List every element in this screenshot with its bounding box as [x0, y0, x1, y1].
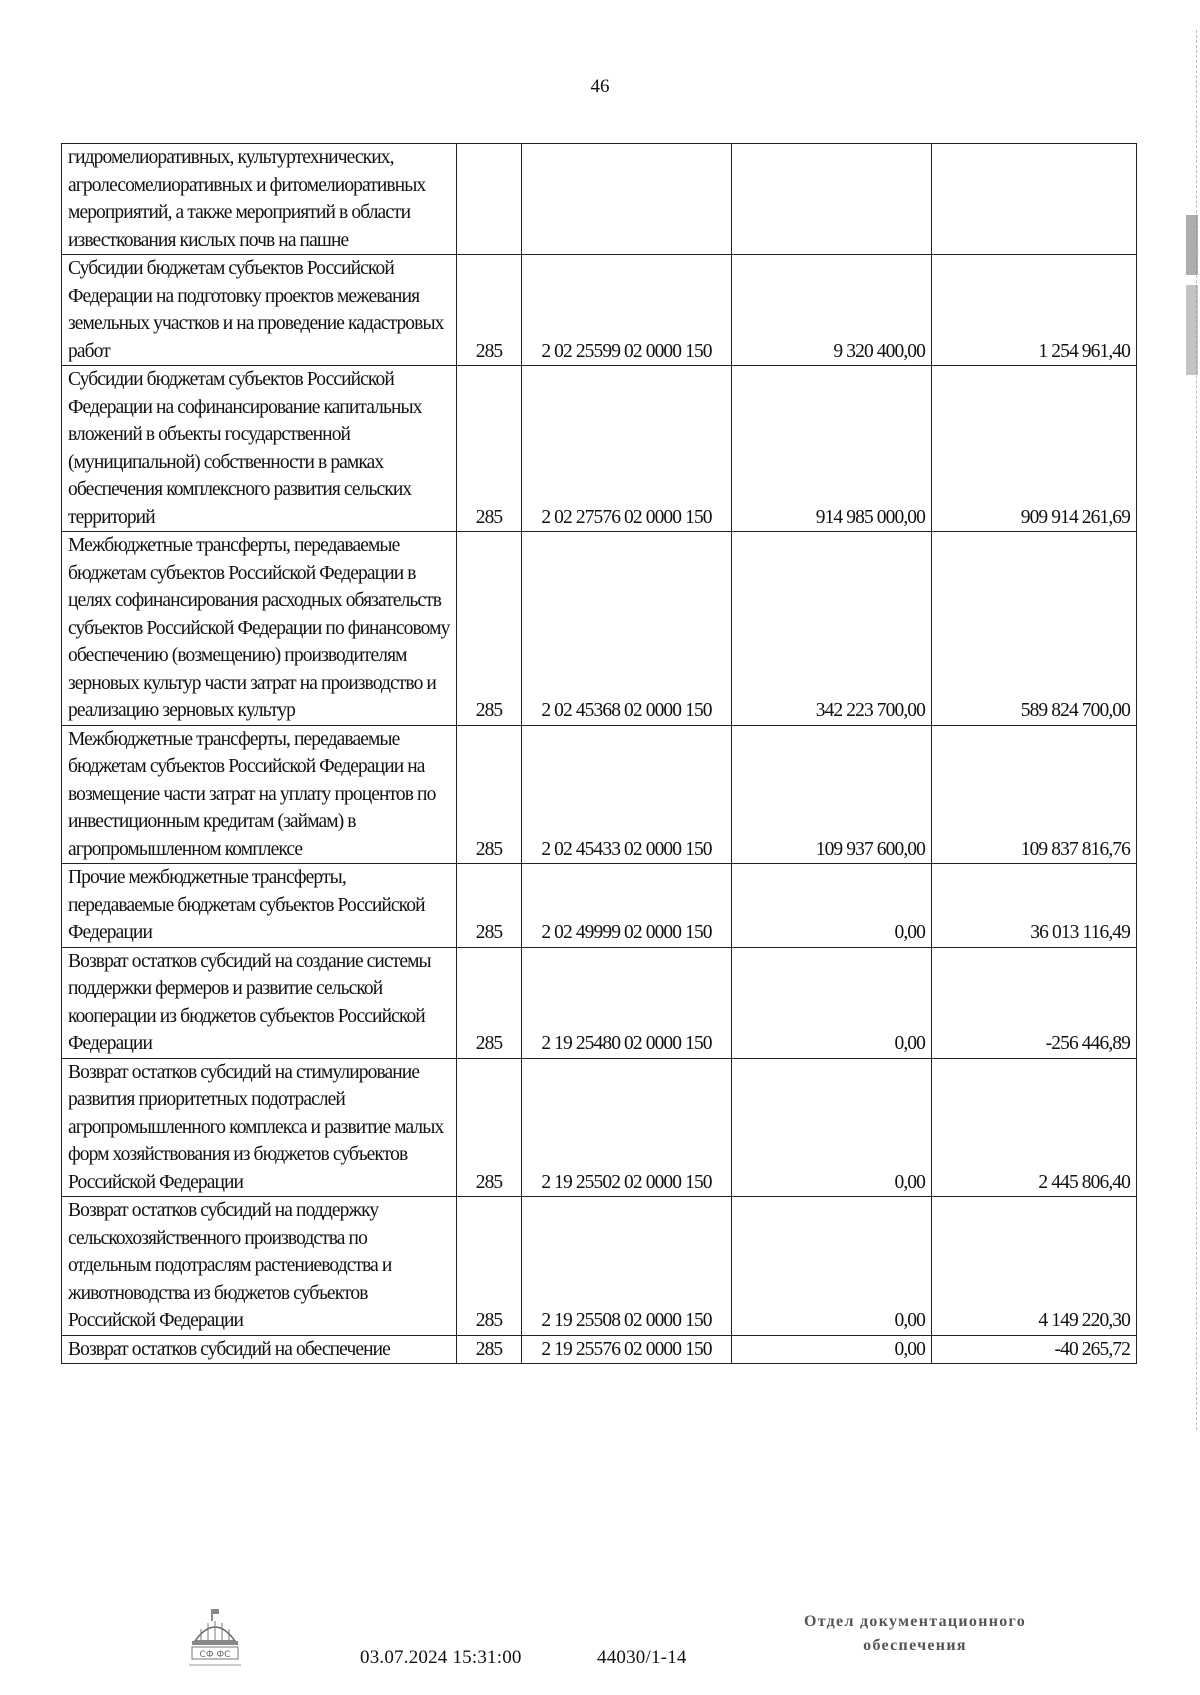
row-description: Возврат остатков субсидий на создание системы поддержки фермеров и развитие сельской кооперации из бюджетов субъектов Российской Федерации — [62, 947, 457, 1058]
row-description: Межбюджетные трансферты, передаваемые бюджетам субъектов Российской Федерации в целях софинансирования расходных обязательств субъектов Российской Федерации по финансовому обеспечению (возмещению) производителям зерновых культур части затрат на производство и реализацию зерновых культур — [62, 532, 457, 726]
admin-code-cell: 285 — [457, 947, 522, 1058]
table-row — [62, 366, 1137, 532]
logo-text: СФ ФС — [199, 1650, 231, 1660]
scan-mark-artifact — [1186, 285, 1198, 375]
budget-classification-code: 2 19 25576 02 0000 150 — [522, 1335, 732, 1364]
planned-amount: 0,00 — [732, 864, 932, 948]
stamp-line-1: Отдел документационного — [803, 1613, 1027, 1630]
table-row — [62, 532, 1137, 726]
planned-amount: 109 937 600,00 — [732, 725, 932, 864]
actual-amount: 4 149 220,30 — [932, 1197, 1137, 1336]
table-row — [62, 1197, 1137, 1336]
scan-mark-artifact — [1186, 215, 1198, 275]
actual-amount: 109 837 816,76 — [932, 725, 1137, 864]
budget-classification-code: 2 02 45433 02 0000 150 — [522, 725, 732, 864]
table-row — [62, 1058, 1137, 1197]
budget-classification-code: 2 02 27576 02 0000 150 — [522, 366, 732, 532]
department-stamp — [770, 1610, 1060, 1658]
row-description: Возврат остатков субсидий на стимулирование развития приоритетных подотраслей агропромышленного комплекса и развитие малых форм хозяйствования из бюджетов субъектов Российской Федерации — [62, 1058, 457, 1197]
table-row — [62, 864, 1137, 948]
planned-amount: 914 985 000,00 — [732, 366, 932, 532]
actual-amount: -256 446,89 — [932, 947, 1137, 1058]
document-timestamp: 03.07.2024 15:31:00 — [360, 1647, 522, 1668]
admin-code-cell: 285 — [457, 1335, 522, 1364]
page-number: 46 — [590, 76, 610, 97]
actual-amount: -40 265,72 — [932, 1335, 1137, 1364]
admin-code-cell: 285 — [457, 864, 522, 948]
budget-classification-code: 2 19 25502 02 0000 150 — [522, 1058, 732, 1197]
stamp-line-2: обеспечения — [863, 1637, 967, 1654]
planned-amount: 0,00 — [732, 1335, 932, 1364]
admin-code-cell — [457, 144, 522, 255]
actual-amount — [932, 144, 1137, 255]
row-description: Межбюджетные трансферты, передаваемые бюджетам субъектов Российской Федерации на возмещение части затрат на уплату процентов по инвестиционным кредитам (займам) в агропромышленном комплексе — [62, 725, 457, 864]
row-description: Прочие межбюджетные трансферты, передаваемые бюджетам субъектов Российской Федерации — [62, 864, 457, 948]
actual-amount: 2 445 806,40 — [932, 1058, 1137, 1197]
row-description: Субсидии бюджетам субъектов Российской Федерации на софинансирование капитальных вложений в объекты государственной (муниципальной) собственности в рамках обеспечения комплексного развития сельских территорий — [62, 366, 457, 532]
row-description: гидромелиоративных, культуртехнических, агролесомелиоративных и фитомелиоративных мероприятий, а также мероприятий в области известкования кислых почв на пашне — [62, 144, 457, 255]
table-row — [62, 255, 1137, 366]
planned-amount — [732, 144, 932, 255]
table-row — [62, 725, 1137, 864]
actual-amount: 1 254 961,40 — [932, 255, 1137, 366]
table-row — [62, 1335, 1137, 1364]
admin-code-cell: 285 — [457, 366, 522, 532]
admin-code-cell: 285 — [457, 1058, 522, 1197]
budget-classification-code: 2 19 25508 02 0000 150 — [522, 1197, 732, 1336]
planned-amount: 0,00 — [732, 1058, 932, 1197]
actual-amount: 909 914 261,69 — [932, 366, 1137, 532]
table-row — [62, 144, 1137, 255]
planned-amount: 0,00 — [732, 947, 932, 1058]
row-description: Возврат остатков субсидий на поддержку сельскохозяйственного производства по отдельным подотраслям растениеводства и животноводства из бюджетов субъектов Российской Федерации — [62, 1197, 457, 1336]
registration-number: 44030/1-14 — [597, 1647, 687, 1668]
budget-classification-code: 2 02 25599 02 0000 150 — [522, 255, 732, 366]
budget-classification-code: 2 02 45368 02 0000 150 — [522, 532, 732, 726]
budget-classification-code — [522, 144, 732, 255]
planned-amount: 0,00 — [732, 1197, 932, 1336]
budget-classification-code: 2 02 49999 02 0000 150 — [522, 864, 732, 948]
planned-amount: 342 223 700,00 — [732, 532, 932, 726]
actual-amount: 36 013 116,49 — [932, 864, 1137, 948]
admin-code-cell: 285 — [457, 1197, 522, 1336]
budget-classification-code: 2 19 25480 02 0000 150 — [522, 947, 732, 1058]
planned-amount: 9 320 400,00 — [732, 255, 932, 366]
row-description: Возврат остатков субсидий на обеспечение — [62, 1335, 457, 1364]
parliament-dome-icon — [187, 1607, 243, 1671]
budget-table — [61, 143, 1137, 1364]
table-row — [62, 947, 1137, 1058]
admin-code-cell: 285 — [457, 255, 522, 366]
actual-amount: 589 824 700,00 — [932, 532, 1137, 726]
federation-council-logo — [187, 1607, 243, 1676]
row-description: Субсидии бюджетам субъектов Российской Федерации на подготовку проектов межевания земельных участков и на проведение кадастровых работ — [62, 255, 457, 366]
admin-code-cell: 285 — [457, 725, 522, 864]
admin-code-cell: 285 — [457, 532, 522, 726]
